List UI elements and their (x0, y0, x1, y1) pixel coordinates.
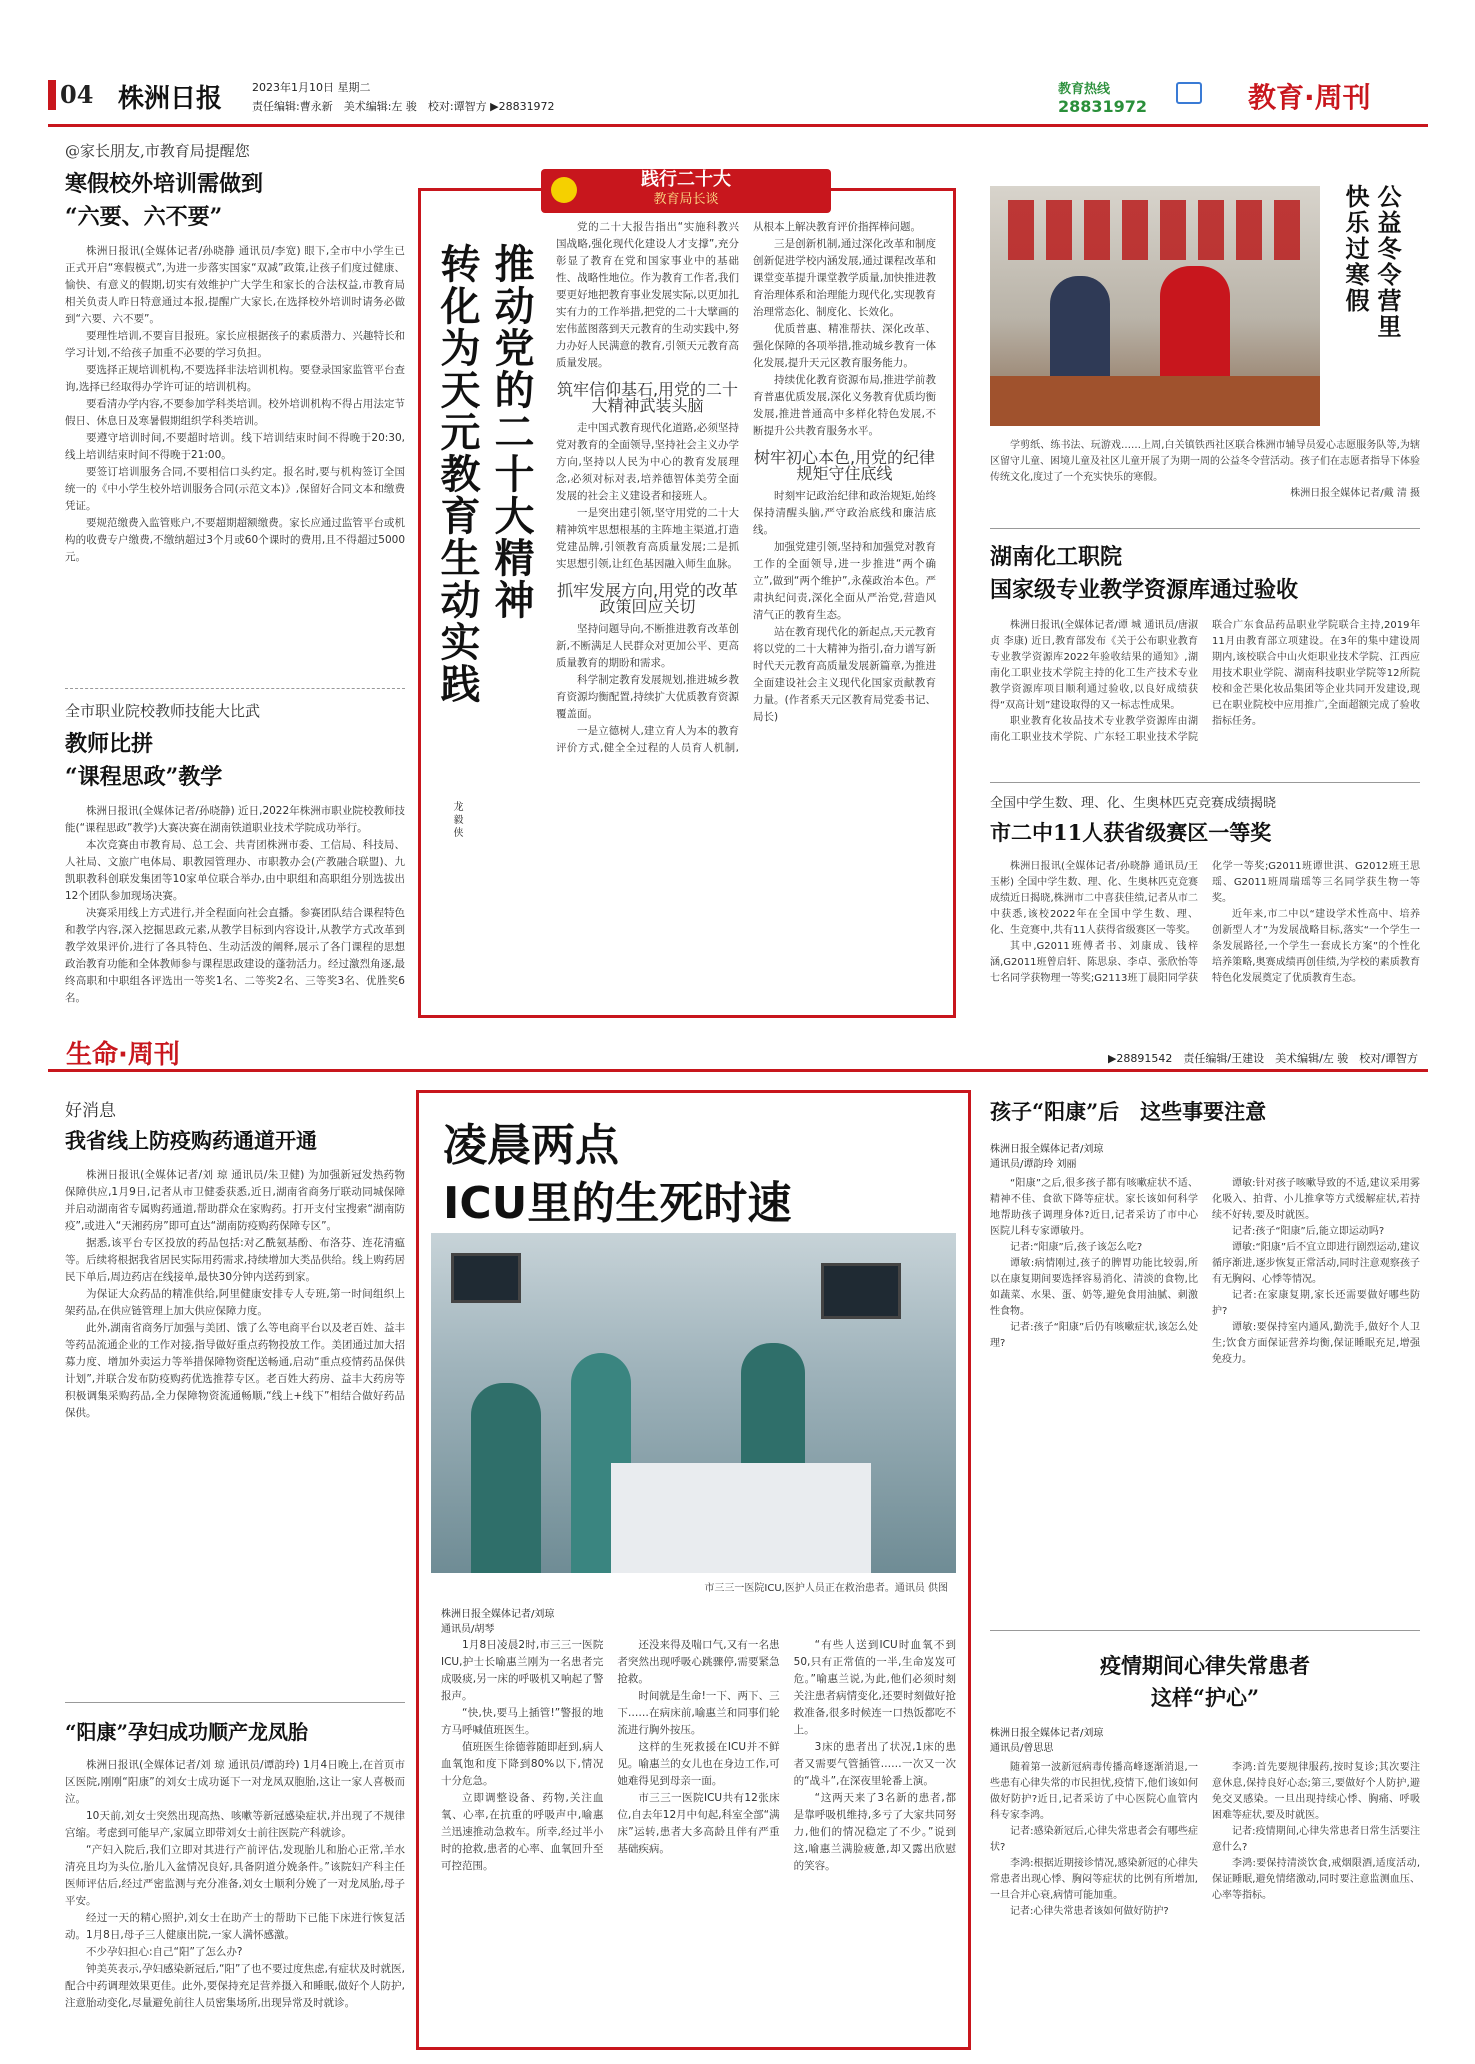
monitor (451, 1253, 521, 1303)
paragraph: 记者:心律失常患者该如何做好防护? (1010, 1906, 1169, 1917)
kicker: 全市职业院校教师技能大比武 (65, 702, 261, 720)
byline: 株洲日报全媒体记者/刘琼 通讯员/胡琴 (441, 1609, 555, 1635)
headline-line2: 这样“护心” (1150, 1685, 1260, 1710)
child-figure (1160, 266, 1230, 386)
paragraph: 记者:在家康复期,家长还需要做好哪些防护? (1212, 1290, 1420, 1317)
paragraph: 要遵守培训时间,不要超时培训。线下培训结束时间不得晚于20:30,线上培训结束时间不得晚于21:00。 (65, 432, 405, 461)
editors-line: 责任编辑:曹永新 美术编辑:左 骏 校对:谭智方 ▶28831972 (252, 100, 555, 113)
paragraph: 值班医生徐德蓉随即赶到,病人血氧饱和度下降到80%以下,情况十分危急。 (441, 1741, 604, 1787)
feature-box-icu (416, 1090, 971, 2050)
paragraph: 一是突出建引领,坚守用党的二十大精神筑牢思想根基的主阵地主渠道,打造党建品牌,引领教育高质量发展;二是抓实思想引领,让红色基因融入师生血脉。 (556, 507, 739, 570)
paragraph: 株洲日报讯(全媒体记者/孙晓静 通讯员/王玉彬) 全国中学生数、理、化、生奥林匹克竞赛成绩近日揭晓,株洲市二中喜获佳绩,记者从市二中获悉,该校2022年在全国中学生数、理、化、生竞赛中,共有11人获得省级赛区一等奖。 (990, 861, 1198, 936)
headline-line1: 疫情期间心律失常患者 (1100, 1653, 1310, 1678)
subheading: 筑牢信仰基石,用党的二十大精神武装头脑 (556, 380, 739, 415)
caption-text: 学剪纸、练书法、玩游戏……上周,白关镇铁西社区联合株洲市辅导员爱心志愿服务队等,为辖区留守儿童、困境儿童及社区儿童开展了为期一周的公益冬令营活动。孩子们在志愿者指导下体验传统文化,度过了一个充实快乐的寒假。 (990, 440, 1420, 483)
headline: 我省线上防疫购药通道开通 (65, 1128, 317, 1153)
paragraph: 要规范缴费入监管账户,不要超期超额缴费。家长应通过监管平台或机构的收费专户缴费,不缴纳超过3个月或60个课时的费用,且不得超过5000元。 (65, 517, 405, 563)
byline: 株洲日报全媒体记者/刘琼 通讯员/曾思思 (990, 1728, 1104, 1754)
paragraph: 要选择正规培训机构,不要选择非法培训机构。要登录国家监管平台查询,选择已经取得办学许可证的培训机构。 (65, 364, 405, 393)
winter-camp-photo (990, 186, 1320, 426)
paragraph: 一是立德树人,建立育人为本的教育评价方式,健全全过程的人员育人机制,从根本上解决教育评价指挥棒问题。 (556, 221, 921, 754)
headline-line1: 寒假校外培训需做到 (65, 171, 264, 197)
kicker: @家长朋友,市教育局提醒您 (65, 142, 250, 160)
paragraph: 要签订培训服务合同,不要相信口头约定。报名时,要与机构签订全国统一的《中小学生校外培训服务合同(示范文本)》,保留好合同文本和缴费凭证。 (65, 466, 405, 512)
hotline-badge (1058, 78, 1147, 116)
medical-staff (471, 1383, 541, 1573)
party-emblem-icon (551, 177, 577, 203)
byline: 株洲日报全媒体记者/刘琼 通讯员/谭韵玲 刘丽 (990, 1144, 1104, 1170)
feature-body (441, 1637, 956, 2037)
paragraph: 记者:感染新冠后,心律失常患者会有哪些症状? (990, 1826, 1198, 1853)
headline-vertical-right: 转化为天元教育生动实践 (434, 243, 481, 705)
article-body (990, 618, 1420, 746)
article-winter-training (65, 140, 405, 566)
paragraph: 党的二十大报告指出“实施科教兴国战略,强化现代化建设人才支撑”,充分彰显了教育在党和国家事业中的基础性、战略性地位。作为教育工作者,我们要更好地把教育事业发展实际,以更加扎实有力的工作举措,把党的二十大擘画的宏伟蓝图落到天元教育的生动实践中,努力办好人民满意的教育,引领天元教育高质量发展。 (556, 221, 739, 369)
subheading: 抓牢发展方向,用党的改革政策回应关切 (556, 581, 739, 616)
article-teacher-contest (65, 700, 405, 1007)
paragraph: 本次竞赛由市教育局、总工会、共青团株洲市委、工信局、科技局、人社局、文旅广电体局、职教园管理办、市职教办会(产教融合联盟)、九凯职教科创联发集团等10家单位联合举办,由中职组和高职组分别选拔出12个团队参加现场决赛。 (65, 839, 405, 902)
headline-line2: 国家级专业教学资源库通过验收 (990, 577, 1299, 603)
paragraph: 记者:“阳康”后,孩子该怎么吃? (1010, 1242, 1143, 1253)
article-body (990, 1760, 1420, 2060)
headline: 市二中11人获省级赛区一等奖 (990, 820, 1272, 845)
headline-line1: 凌晨两点 (443, 1120, 619, 1171)
table (990, 376, 1320, 426)
photo-caption (990, 438, 1420, 502)
photo-headline-line1: 公益冬令营里 (1373, 184, 1402, 340)
banner-line2: 教育局长谈 (653, 192, 719, 207)
article-body (990, 1176, 1420, 1616)
paragraph: 谭敏:病情刚过,孩子的脾胃功能比较弱,所以在康复期间要选择容易消化、清淡的食物,比如蔬菜、水果、蛋、奶等,避免食用油腻、刺激性食物。 (990, 1258, 1198, 1317)
paragraph: 记者:孩子“阳康”后,能立即运动吗? (1232, 1226, 1385, 1237)
article-body (65, 1167, 405, 1422)
paragraph: 随着第一波新冠病毒传播高峰逐渐消退,一些患有心律失常的市民担忧,疫情下,他们该如何做好防护?近日,记者采访了中心医院心血管内科专家李鸿。 (990, 1762, 1198, 1821)
paragraph: 10天前,刘女士突然出现高热、咳嗽等新冠感染症状,并出现了不规律宫缩。考虑到可能早产,家属立即带刘女士前往医院产科就诊。 (65, 1810, 405, 1839)
paragraph: 3床的患者出了状况,1床的患者又需要气管插管……一次又一次的“战斗”,在深夜里轮番上演。 (793, 1741, 956, 1787)
paragraph: 决赛采用线上方式进行,并全程面向社会直播。参赛团队结合课程特色和教学内容,深入挖掘思政元素,从教学目标到内容设计,从教学方式改革到教学效果评价,进行了各具特色、生动活泼的阐释,展示了各门课程的思想政治教育功能和全体教师参与课程思政建设的蓬勃活力。经过激烈角逐,最终高职和中职组各评选出一等奖1名、二等奖2名、三等奖3名、优胜奖6名。 (65, 907, 405, 1004)
paragraph: 李鸿:要保持清淡饮食,戒烟限酒,适度活动,保证睡眠,避免情绪激动,同时要注意监测血压、心率等指标。 (1212, 1858, 1420, 1901)
paragraph: 近年来,市二中以“建设学术性高中、培养创新型人才”为发展战略目标,落实“一个学生一条发展路径,一个学生一套成长方案”的个性化培养策略,奥赛成绩再创佳绩,为学校的素质教育特色化发展奠定了优质教育生态。 (1212, 909, 1420, 984)
paragraph: 钟美英表示,孕妇感染新冠后,“阳”了也不要过度焦虑,有症状及时就医,配合中药调理效果更佳。此外,要保持充足营养摄入和睡眠,做好个人防护,注意胎动变化,尽量避免前往人员密集场所,出现异常及时就诊。 (65, 1963, 405, 2009)
paragraph: 株洲日报讯(全媒体记者/孙晓静 通讯员/李宽) 眼下,全市中小学生已正式开启“寒假模式”,为进一步落实国家“双减”政策,让孩子们度过健康、愉快、有意义的假期,切实有效维护广大学生和家长的合法权益,市教育局相关负责人昨日特意通过本报,提醒广大家长,在选择校外培训时请务必做到“六要、六不要”。 (65, 245, 405, 325)
article-body (65, 803, 405, 1007)
paragraph: “快,快,要马上插管!”警报的地方马呼喊值班医生。 (441, 1707, 604, 1736)
paragraph: 科学制定教育发展规划,推进城乡教育资源均衡配置,持续扩大优质教育资源覆盖面。 (556, 674, 739, 720)
feature-body (556, 219, 936, 1009)
paragraph: 立即调整设备、药物,关注血氧、心率,在抗重的呼吸声中,喻惠兰迅速推动急救车。所幸,经过半小时的抢救,患者的心率、血氧回升至可控范围。 (441, 1792, 604, 1872)
paragraph: 为保证大众药品的精准供给,阿里健康安排专人专班,第一时间组织上架药品,在供应链管理上加大供应保障力度。 (65, 1288, 405, 1317)
photo-caption: 市三三一医院ICU,医护人员正在救治患者。通讯员 供图 (704, 1583, 948, 1594)
paragraph: 职业教育化妆品技术专业教学资源库由湖南化工职业技术学院、广东轻工职业技术学院联合广东食品药品职业学院联合主持,2019年11月由教育部立项建设。在3年的集中建设周期内,该校联合中山火炬职业技术学院、江西应用技术职业学院、湖南科技职业学院等12所院校和金芒果化妆品集团等企业共同开发建设,现已在职业院校中应用推广,全面超额完成了验收指标任务。 (990, 620, 1420, 743)
paragraph: 此外,湖南省商务厅加强与美团、饿了么等电商平台以及老百姓、益丰等药品流通企业的工作对接,指导做好重点药物投放工作。美团通过加大招募力度、增加外卖运力等举措保障物资配送畅通,启动“重点疫情药品保供计划”,并联合发布防疫购药优选推荐专区。老百姓大药房、益丰大药房等积极调集采购药品,全力保障物资流通畅顺,“线上+线下”相结合做好药品保供。 (65, 1322, 405, 1419)
paragraph: 1月8日凌晨2时,市三三一医院ICU,护士长喻惠兰刚为一名患者完成吸痰,另一床的呼吸机又响起了警报声。 (441, 1639, 604, 1702)
paragraph: 不少孕妇担心:自己“阳”了怎么办? (86, 1946, 243, 1958)
article-drug-channel (65, 1096, 405, 1422)
article-body (65, 1757, 405, 2012)
paragraph: 持续优化教育资源布局,推进学前教育普惠优质发展,深化义务教育优质均衡发展,推进普通高中多样化特色发展,不断提升公共教育服务水平。 (753, 374, 936, 437)
headline-line2: “课程思政”教学 (65, 764, 223, 790)
masthead (48, 74, 1428, 124)
banner-line1: 践行二十大 (641, 169, 731, 190)
article-chemical-college (990, 540, 1420, 746)
photo-headline-line2: 快乐过寒假 (1341, 184, 1370, 314)
paragraph: 株洲日报讯(全媒体记者/刘 琼 通讯员/谭韵玲) 1月4日晚上,在首页市区医院,刚刚“阳康”的刘女士成功诞下一对龙凤双胞胎,这让一家人喜极而泣。 (65, 1759, 405, 1805)
paragraph: 要看清办学内容,不要参加学科类培训。校外培训机构不得占用法定节假日、休息日及寒暑假期组织学科类培训。 (65, 398, 405, 427)
byline: 龙 毅 侠 (451, 801, 462, 838)
paragraph: 优质普惠、精准帮扶、深化改革、强化保障的各项举措,推动城乡教育一体化发展,提升天元区教育服务能力。 (753, 323, 936, 369)
paragraph: 记者:疫情期间,心律失常患者日常生活要注意什么? (1212, 1826, 1420, 1853)
headline-vertical-left: 推动党的二十大精神 (488, 243, 535, 621)
paragraph: 经过一天的精心照护,刘女士在助产士的帮助下已能下床进行恢复活动。1月8日,母子三人健康出院,一家人满怀感激。 (65, 1912, 405, 1941)
paragraph: 站在教育现代化的新起点,天元教育将以党的二十大精神为指引,奋力谱写新时代天元教育高质量发展新篇章,为推进全面建设社会主义现代化国家贡献教育力量。(作者系天元区教育局党委书记、局长) (753, 626, 936, 723)
headline-line2: ICU里的生死时速 (443, 1178, 792, 1229)
paragraph: 时间就是生命!一下、两下、三下……在病床前,喻惠兰和同事们轮流进行胸外按压。 (617, 1690, 780, 1736)
kicker: 好消息 (65, 1101, 116, 1121)
paragraph: 走中国式教育现代化道路,必须坚持党对教育的全面领导,坚持社会主义办学方向,坚持以人民为中心的教育发展理念,必须对标对表,培养德智体美劳全面发展的社会主义建设者和接班人。 (556, 422, 739, 502)
section-info: ▶28891542 责任编辑/王建设 美术编辑/左 骏 校对/谭智方 (1107, 1052, 1418, 1065)
patient-bed (611, 1463, 871, 1573)
paragraph: 谭敏:要保持室内通风,勤洗手,做好个人卫生;饮食方面保证营养均衡,保证睡眠充足,增强免疫力。 (1212, 1322, 1420, 1365)
article-body (990, 859, 1420, 987)
child-figure (1050, 276, 1110, 386)
monitor (821, 1263, 901, 1319)
section-title: 生命·周刊 (66, 1040, 180, 1070)
red-paper-cuts (1008, 200, 1308, 260)
paragraph: 谭敏:“阳康”后不宜立即进行剧烈运动,建议循序渐进,逐步恢复正常活动,同时注意观察孩子有无胸闷、心悸等情况。 (1212, 1242, 1420, 1285)
article-children-recovery (990, 1096, 1420, 1616)
headline-line1: 教师比拼 (65, 731, 154, 757)
section-header-life (48, 1028, 1428, 1072)
headline: 孩子“阳康”后 这些事要注意 (990, 1099, 1267, 1124)
page-number: 04 (60, 80, 94, 109)
paragraph: “这两天来了3名新的患者,都是靠呼吸机维持,多亏了大家共同努力,他们的情况稳定了不少。”说到这,喻惠兰满脸疲惫,却又露出欣慰的笑容。 (793, 1792, 956, 1872)
hotline-number: 28831972 (1058, 97, 1148, 116)
paragraph: 株洲日报讯(全媒体记者/刘 琼 通讯员/朱卫健) 为加强新冠发热药物保障供应,1月9日,记者从市卫健委获悉,近日,湖南省商务厅联动同城保障并启动湖南省专属购药通道,帮助群众在家购药。打开支付宝搜索“湖南防疫”,或进入“天湘药房”即可直达“湖南防疫购药保障专区”。 (65, 1169, 405, 1232)
headline-line2: “六要、六不要” (65, 204, 223, 230)
paragraph: 三是创新机制,通过深化改革和制度创新促进学校内涵发展,通过课程改革和课堂变革提升课堂教学质量,加快推进教育治理体系和治理能力现代化,实现教育治理常态化、制度化、长效化。 (753, 238, 936, 318)
paragraph: 坚持问题导向,不断推进教育改革创新,不断满足人民群众对更加公平、更高质量教育的期盼和需求。 (556, 623, 739, 669)
headline-line1: 湖南化工职院 (990, 544, 1123, 570)
paragraph: 据悉,该平台专区投放的药品包括:对乙酰氨基酚、布洛芬、连花清瘟等。后续将根据我省居民实际用药需求,持续增加大类品供给。线上购药居民下单后,周边药店在线接单,最快30分钟内送药到家。 (65, 1237, 405, 1283)
article-body (65, 243, 405, 566)
paragraph: 时刻牢记政治纪律和政治规矩,始终保持清醒头脑,严守政治底线和廉洁底线。 (753, 490, 936, 536)
paragraph: 记者:孩子“阳康”后仍有咳嗽症状,该怎么处理? (990, 1322, 1198, 1349)
feature-box-education-chief (418, 169, 956, 1018)
article-olympiad (990, 792, 1420, 987)
paragraph: “阳康”之后,很多孩子都有咳嗽症状不适、精神不佳、食欲下降等症状。家长该如何科学地帮助孩子调理身体?近日,记者采访了市中心医院儿科专家谭敏丹。 (990, 1178, 1198, 1237)
paragraph: 其中,G2011班傅者书、刘康成、钱梓涵,G2011班曾启轩、陈思泉、李卓、张欣怡等七名同学获物理一等奖;G2113班丁晨阳同学获化学一等奖;G2011班谭世淇、G2012班王思瑶、G2011班周瑞瑶等三名同学获生物一等奖。 (990, 861, 1420, 984)
paragraph: 加强党建引领,坚持和加强党对教育工作的全面领导,进一步推进“两个确立”,做到“两个维护”,永葆政治本色。严肃执纪问责,深化全面从严治党,营造风清气正的教育生态。 (753, 541, 936, 621)
hotline-label: 教育热线 (1058, 82, 1111, 97)
paragraph: “产妇入院后,我们立即对其进行产前评估,发现胎儿和胎心正常,羊水清亮且均为头位,胎儿入盆情况良好,具备阴道分娩条件。”该院妇产科主任医师评估后,经过严密监测与充分准备,刘女士顺利分娩了一对龙凤胎,母子平安。 (65, 1844, 405, 1907)
paragraph: 这样的生死救援在ICU并不鲜见。喻惠兰的女儿也在身边工作,可她难得见到母亲一面。 (617, 1741, 780, 1787)
icu-photo (431, 1233, 956, 1573)
article-twins (65, 1716, 405, 2012)
paragraph: “有些人送到ICU时血氧不到50,只有正常值的一半,生命岌岌可危。”喻惠兰说,为此,他们必须时刻关注患者病情变化,还要时刻做好抢救准备,很多时候连一口热饭都吃不上。 (793, 1639, 956, 1736)
headline: “阳康”孕妇成功顺产龙凤胎 (65, 1720, 309, 1744)
book-icon (1176, 82, 1202, 104)
kicker: 全国中学生数、理、化、生奥林匹克竞赛成绩揭晓 (990, 796, 1277, 811)
subheading: 树牢初心本色,用党的纪律规矩守住底线 (753, 448, 936, 483)
paragraph: 还没来得及喘口气,又有一名患者突然出现呼吸心跳骤停,需要紧急抢救。 (617, 1639, 780, 1685)
issue-date: 2023年1月10日 星期二 (252, 81, 371, 94)
section-title: 教育·周刊 (1248, 81, 1371, 114)
paragraph: 李鸿:根据近期接诊情况,感染新冠的心律失常患者出现心悸、胸闷等症状的比例有所增加,一旦合并心衰,病情可能加重。 (990, 1858, 1198, 1901)
article-arrhythmia (990, 1650, 1420, 2060)
brand-logo: 株洲日报 (118, 84, 223, 114)
paragraph: 株洲日报讯(全媒体记者/孙晓静) 近日,2022年株洲市职业院校教师技能(“课程思政”教学)大赛决赛在湖南铁道职业技术学院成功举行。 (65, 805, 405, 834)
paragraph: 谭敏:针对孩子咳嗽导致的不适,建议采用雾化吸入、拍背、小儿推拿等方式缓解症状,若持续不好转,要及时就医。 (1212, 1178, 1420, 1221)
paragraph: 李鸿:首先要规律服药,按时复诊;其次要注意休息,保持良好心态;第三,要做好个人防护,避免交叉感染。一旦出现持续心悸、胸痛、呼吸困难等症状,要及时就医。 (1212, 1762, 1420, 1821)
paragraph: 市三三一医院ICU共有12张床位,自去年12月中旬起,科室全部“满床”运转,患者大多高龄且伴有严重基础疾病。 (617, 1792, 780, 1855)
paragraph: 要理性培训,不要盲目报班。家长应根据孩子的素质潜力、兴趣特长和学习计划,不给孩子加重不必要的学习负担。 (65, 330, 405, 359)
photo-credit: 株洲日报全媒体记者/戴 清 摄 (1290, 488, 1420, 499)
feature-banner (541, 169, 831, 213)
paragraph: 株洲日报讯(全媒体记者/谭 城 通讯员/唐淑贞 李康) 近日,教育部发布《关于公布职业教育专业教学资源库2022年验收结果的通知》,湖南化工职业技术学院主持的化工生产技术专业教学资源库项目顺利通过验收,以良好成绩获得“双高计划”建设取得的又一标志性成果。 (990, 620, 1198, 711)
